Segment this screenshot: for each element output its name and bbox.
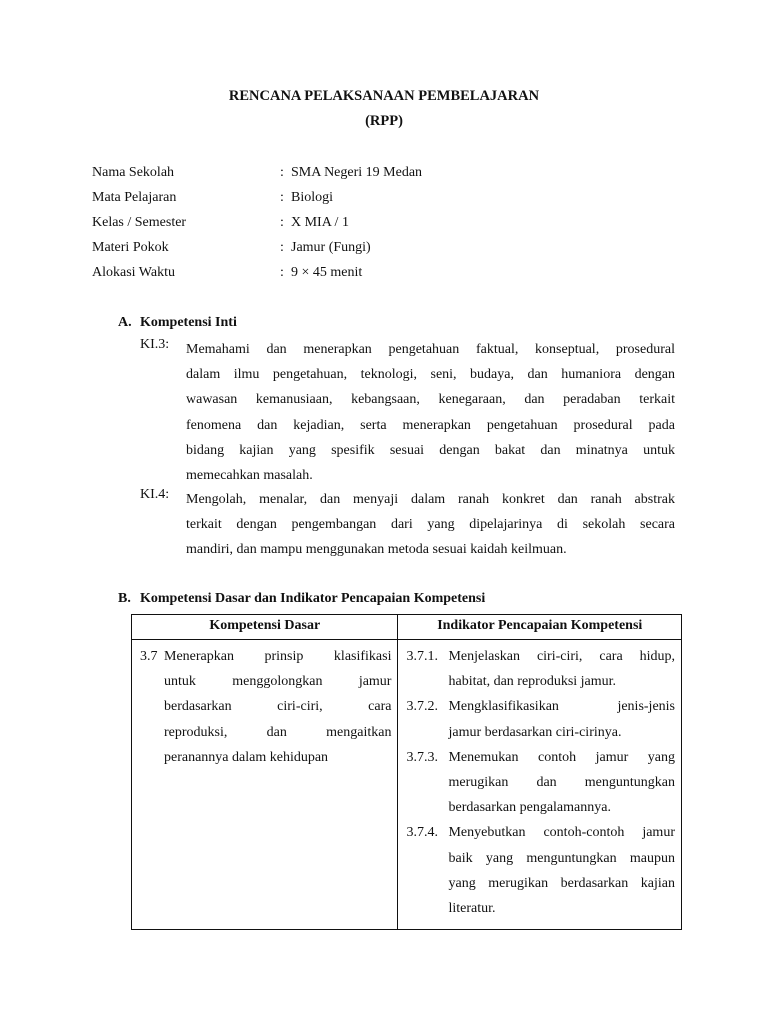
info-row-time-allocation: [92, 264, 692, 289]
competency-table: [131, 614, 682, 930]
indicator-item: [406, 820, 675, 921]
indicator-number: 3.7.2.: [406, 699, 438, 715]
info-colon: :: [280, 240, 284, 255]
kd-cell: [132, 640, 398, 930]
ki-line: mandiri, dan mampu menggunakan metoda sesuai kaidah keilmuan.: [186, 542, 567, 558]
info-row-school: [92, 164, 692, 189]
indicator-cell: [398, 640, 682, 930]
indicator-text: [448, 644, 675, 694]
info-label: Nama Sekolah: [92, 165, 175, 180]
document-title: RENCANA PELAKSANAAN PEMBELAJARAN: [228, 88, 540, 104]
indicator-number: 3.7.3.: [406, 749, 438, 765]
kd-text: [164, 644, 391, 770]
indicator-number: 3.7.1.: [406, 649, 438, 664]
info-row-class-semester: [92, 214, 692, 239]
indicator-line: Menjelaskan ciri-ciri, cara hidup,: [448, 649, 675, 664]
kd-line: untuk menggolongkan jamur: [164, 674, 392, 690]
info-value: X MIA / 1: [291, 215, 349, 230]
kd-number: 3.7: [140, 649, 158, 664]
ki-text: [186, 337, 675, 488]
column-header-kd: Kompetensi Dasar: [132, 615, 398, 640]
indicator-line: Mengklasifikasikan jenis-jenis: [448, 699, 675, 715]
ki-label: KI.3:: [140, 337, 170, 352]
info-row-subject: [92, 189, 692, 214]
section-title: Kompetensi Inti: [140, 315, 237, 330]
document-subtitle: (RPP): [365, 113, 403, 129]
indicator-text: [448, 694, 675, 744]
kd-line: Menerapkan prinsip klasifikasi: [164, 649, 392, 664]
section-b-heading: [118, 591, 485, 607]
info-value: Biologi: [291, 190, 334, 205]
indicator-line: merugikan dan menguntungkan: [448, 775, 675, 791]
indicator-number: 3.7.4.: [406, 825, 438, 841]
ki-text: [186, 487, 675, 563]
indicator-line: habitat, dan reproduksi jamur.: [448, 674, 617, 690]
ki-line: Mengolah, menalar, dan menyaji dalam ranah konkret dan ranah abstrak: [186, 492, 675, 507]
kd-line: reproduksi, dan mengaitkan: [164, 724, 392, 740]
ki-line: terkait dengan pengembangan dari yang dipelajarinya di sekolah secara: [186, 517, 675, 533]
indicator-item: [406, 644, 675, 694]
indicator-line: literatur.: [448, 901, 496, 917]
info-colon: :: [280, 215, 284, 230]
info-label: Kelas / Semester: [92, 215, 187, 230]
ki-line: wawasan kemanusiaan, kebangsaan, kenegaraan, dan peradaban terkait: [186, 392, 675, 408]
indicator-item: [406, 694, 675, 744]
section-a-heading: [118, 315, 237, 331]
section-letter: A.: [118, 315, 132, 330]
table-header-row: [132, 615, 682, 640]
ki-line: Memahami dan menerapkan pengetahuan faktual, konseptual, prosedural: [186, 342, 675, 357]
indicator-line: yang merugikan berdasarkan kajian: [448, 875, 675, 891]
kd-line: berdasarkan ciri-ciri, cara: [164, 699, 392, 715]
info-colon: :: [280, 190, 284, 205]
column-header-indicator: Indikator Pencapaian Kompetensi: [398, 615, 682, 640]
indicator-line: jamur berdasarkan ciri-cirinya.: [448, 724, 622, 740]
ki-line: dalam ilmu pengetahuan, teknologi, seni, budaya, dan humaniora dengan: [186, 367, 675, 383]
kd-line: peranannya dalam kehidupan: [164, 749, 329, 765]
info-label: Mata Pelajaran: [92, 190, 177, 205]
identity-info: [92, 164, 692, 289]
indicator-text: [448, 745, 675, 821]
indicator-item: [406, 745, 675, 821]
info-row-topic: [92, 239, 692, 264]
indicator-line: Menemukan contoh jamur yang: [448, 749, 675, 765]
info-label: Materi Pokok: [92, 240, 169, 255]
info-colon: :: [280, 265, 284, 280]
indicator-line: Menyebutkan contoh-contoh jamur: [448, 825, 675, 841]
indicator-line: baik yang menguntungkan maupun: [448, 850, 675, 866]
section-letter: B.: [118, 591, 131, 606]
section-title: Kompetensi Dasar dan Indikator Pencapaian Kompetensi: [140, 591, 486, 606]
ki-line: fenomena dan kejadian, serta menerapkan pengetahuan prosedural pada: [186, 417, 675, 433]
info-colon: :: [280, 165, 284, 180]
info-value: SMA Negeri 19 Medan: [291, 165, 423, 180]
indicator-line: berdasarkan pengalamannya.: [448, 800, 611, 816]
info-value: Jamur (Fungi): [291, 240, 371, 255]
info-value: 9 × 45 menit: [291, 265, 363, 280]
ki-label: KI.4:: [140, 487, 170, 502]
table-row: [132, 640, 682, 930]
ki-line: memecahkan masalah.: [186, 468, 313, 484]
kd-item: [140, 644, 391, 770]
ki-line: bidang kajian yang spesifik sesuai dengan bakat dan minatnya untuk: [186, 442, 675, 458]
indicator-text: [448, 820, 675, 921]
info-label: Alokasi Waktu: [92, 265, 175, 280]
